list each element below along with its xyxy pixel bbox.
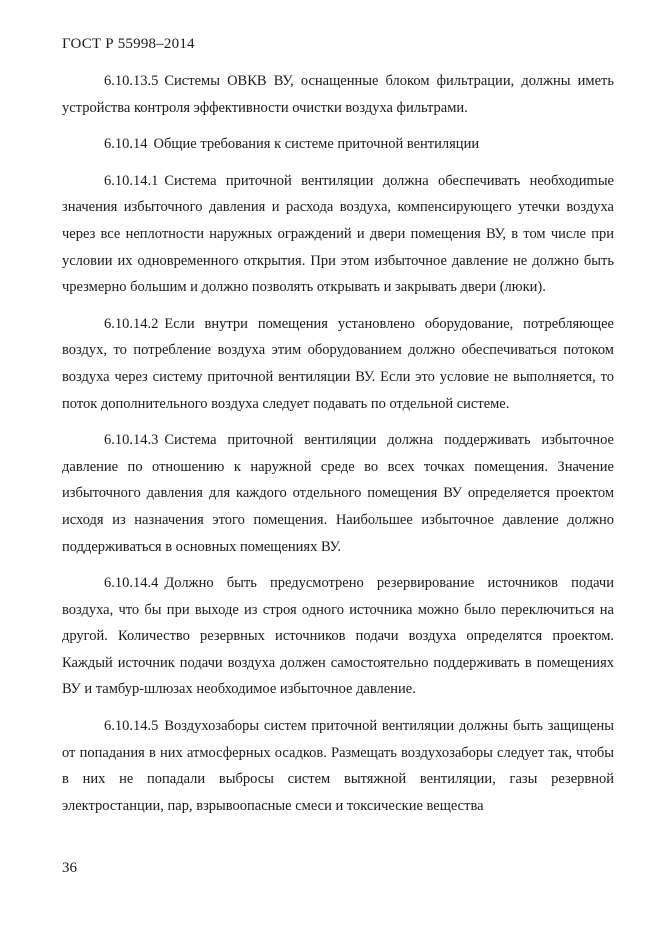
clause-number: 6.10.13.5 — [104, 73, 159, 89]
clause-6-10-14-2 — [62, 311, 614, 417]
clause-number: 6.10.14.2 — [104, 315, 159, 332]
page-number: 36 — [62, 860, 77, 876]
document-code-header: ГОСТ Р 55998–2014 — [62, 36, 195, 52]
clause-text: Система приточной вентиляции должна обеспечивать необходиmые значения избыточного давления и расхода воздуха, компенсирующего утечки воздуха через все неплотности наружных ограждений и двери помещения ВУ, в том числе при условии их одновременного открытия. При этом избыточное давление не должно быть чрезмерно большим и должно позволять открывать и закрывать двери (люки). — [62, 172, 614, 296]
clause-text: Система приточной вентиляции должна поддерживать избыточное давление по отношению к наружной среде во всех точках помещения. Значение избыточного давления для каждого отдельного помещения ВУ определяется проектом исходя из назначения этого помещения. Наибольшее избыточное давление должно поддерживаться в основных помещениях ВУ. — [62, 432, 614, 555]
clause-text: Системы ОВКВ ВУ, оснащенные блоком фильтрации, должны иметь устройства контроля эффективности очистки воздуха фильтрами. — [62, 73, 614, 116]
clause-number: 6.10.14.5 — [104, 718, 159, 735]
clause-number: 6.10.14.4 — [104, 575, 159, 592]
clause-text: Если внутри помещения установлено оборудование, потребляющее воздух, то потребление воздуха этим оборудованием должно обеспечиваться потоком воздуха через систему приточной вентиляции ВУ. Если это условие не выполняется, то поток дополнительного воздуха следует подавать по отдельной системе. — [62, 315, 614, 412]
clause-text: Воздухозаборы систем приточной вентиляции должны быть защищены от попадания в них атмосферных осадков. Размещать воздухозаборы следует так, чтобы в них не попадали выбросы систем вытяжной вентиляции, газы резервной электростанции, пар, взрывоопасные смеси и токсические вещества — [62, 718, 614, 814]
clause-6-10-14-3 — [62, 427, 614, 560]
clause-text: Должно быть предусмотрено резервирование источников подачи воздуха, что бы при выходе из строя одного источника можно было переключиться на другой. Количество резервных источников подачи воздуха определятся проектом. Каждый источник подачи воздуха должен самостоятельно поддерживать в помещениях ВУ и тамбур-шлюзах необходимое избыточное давление. — [62, 575, 614, 698]
clause-number: 6.10.14.1 — [104, 172, 159, 189]
clause-6-10-14-4 — [62, 570, 614, 703]
clause-number: 6.10.14 — [104, 136, 148, 153]
clause-number: 6.10.14.3 — [104, 432, 159, 449]
clause-6-10-14-1 — [62, 168, 614, 301]
document-body — [62, 68, 614, 829]
section-heading-6-10-14 — [62, 131, 614, 158]
clause-6-10-14-5 — [62, 713, 614, 819]
section-heading-text: Общие требования к системе приточной вентиляции — [153, 136, 480, 153]
clause-6-10-13-5 — [62, 68, 614, 121]
